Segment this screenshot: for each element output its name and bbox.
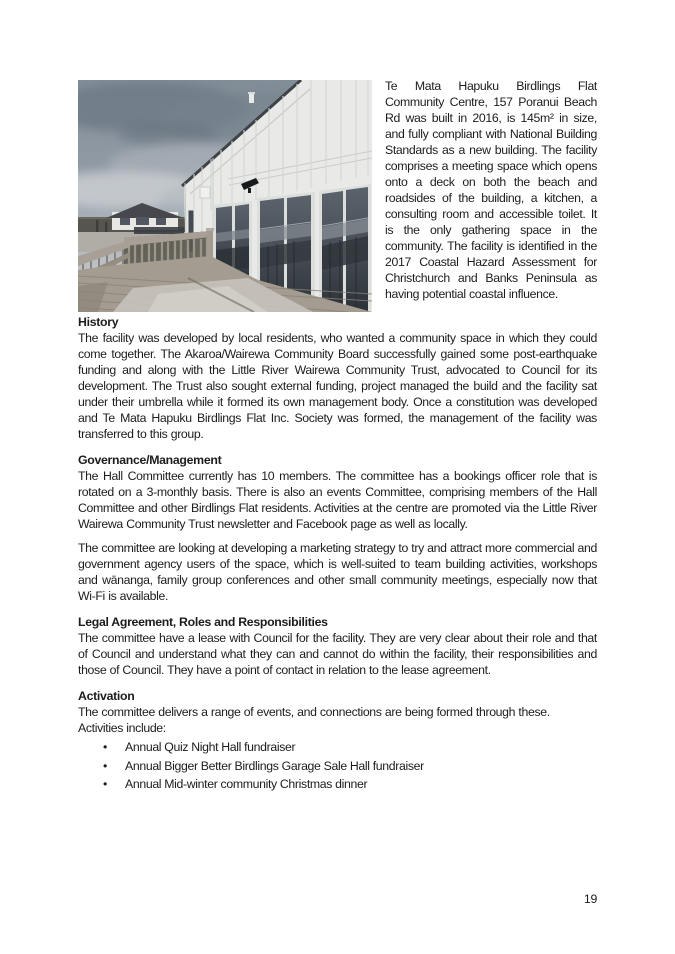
governance-paragraph-2: The committee are looking at developing a marketing strategy to try and attract more commercial and government agency users of the space, which is well-suited to team building activities, workshops and wānanga, family group conferences and other small community meetings, especially now that Wi-Fi is available. — [78, 541, 597, 603]
activation-paragraph: The committee delivers a range of events, and connections are being formed through these. — [78, 705, 550, 719]
list-item-text: Annual Quiz Night Hall fundraiser — [125, 740, 296, 754]
activities-intro-line: Activities include: — [78, 721, 166, 735]
legal-agreement-paragraph: The committee have a lease with Council for the facility. They are very clear about their role and that of Council and understand what they can and cannot do within the facility, their responsibilities and those of Council. They have a point of contact in relation to the lease agreement. — [78, 631, 597, 677]
list-item — [78, 758, 597, 774]
section-history — [78, 314, 597, 442]
governance-paragraph-1: The Hall Committee currently has 10 members. The committee has a bookings officer role that is rotated on a 3-monthly basis. There is also an events Committee, comprising members of the Hall Committee and other Birdlings Flat residents. Activities at the centre are promoted via the Little River Wairewa Community Trust newsletter and Facebook page as well as locally. — [78, 469, 597, 531]
history-heading: History — [78, 315, 119, 329]
bullet-icon: • — [103, 740, 107, 754]
section-activation — [78, 688, 597, 792]
activation-heading: Activation — [78, 689, 135, 703]
page-content — [78, 78, 597, 795]
activities-list — [78, 739, 597, 792]
section-governance — [78, 452, 597, 604]
list-item-text: Annual Bigger Better Birdlings Garage Sale Hall fundraiser — [125, 758, 424, 773]
bullet-icon: • — [103, 758, 107, 773]
governance-heading: Governance/Management — [78, 453, 222, 467]
intro-paragraph: Te Mata Hapuku Birdlings Flat Community Centre, 157 Poranui Beach Rd was built in 2016, is 145m² in size, and fully compliant with National Building Standards as a new building. The facility comprises a meeting space which opens onto a deck on both the beach and roadsides of the building, a kitchen, a consulting room and accessible toilet. It is the only gathering space in the community. The facility is identified in the 2017 Coastal Hazard Assessment for Christchurch and Banks Peninsula as having potential coastal influence. — [385, 79, 597, 301]
list-item — [78, 739, 597, 755]
legal-agreement-heading: Legal Agreement, Roles and Responsibilities — [78, 615, 328, 629]
page-number: 19 — [583, 892, 597, 906]
list-item — [78, 776, 597, 792]
bullet-icon: • — [103, 777, 107, 791]
history-paragraph: The facility was developed by local residents, who wanted a community space in which they could come together. The Akaroa/Wairewa Community Board successfully gained some post-earthquake funding and along with the Little River Wairewa Community Trust, advocated to Council for its development. The Trust also sought external funding, project managed the build and the facility sat under their umbrella while it formed its own management body. Once a constitution was developed and Te Mata Hapuku Birdlings Flat Inc. Society was formed, the management of the facility was transferred to this group. — [78, 331, 597, 441]
community-centre-photo — [78, 80, 372, 312]
list-item-text: Annual Mid-winter community Christmas dinner — [125, 777, 368, 791]
section-legal-agreement — [78, 614, 597, 678]
